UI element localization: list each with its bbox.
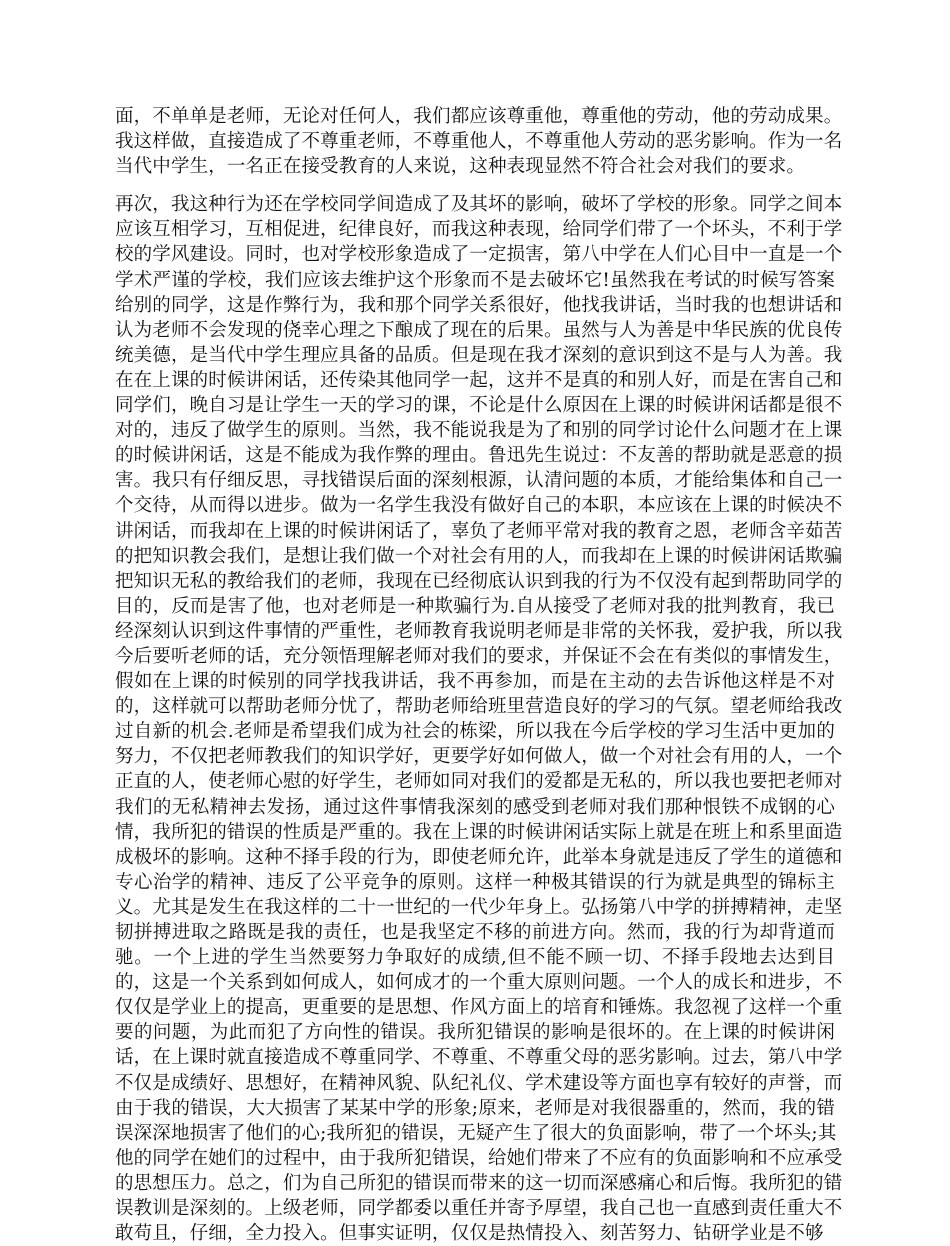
text-line: 个交待，从而得以进步。做为一名学生我没有做好自己的本职，本应该在上课的时候决不	[115, 495, 843, 517]
text-line: 过自新的机会.老师是希望我们成为社会的栋梁，所以我在今后学校的学习生活中更加的	[115, 721, 835, 743]
text-line: 驰。一个上进的学生当然要努力争取好的成绩,但不能不顾一切、不择手段地去达到目	[115, 947, 835, 969]
text-line: 由于我的错误，大大损害了某某中学的形象;原来，老师是对我很器重的，然而，我的错	[115, 1097, 835, 1119]
text-line: 再次，我这种行为还在学校同学间造成了及其坏的影响，破坏了学校的形象。同学之间本	[115, 194, 843, 216]
text-line: 认为老师不会发现的侥幸心理之下酿成了现在的后果。虽然与人为善是中华民族的优良传	[115, 319, 843, 341]
text-line: 在在上课的时候讲闲话，还传染其他同学一起，这并不是真的和别人好，而是在害自己和	[115, 369, 843, 391]
text-line: 害。我只有仔细反思，寻找错误后面的深刻根源，认清问题的本质，才能给集体和自己一	[115, 470, 843, 492]
text-line: 对的，违反了做学生的原则。当然，我不能说我是为了和别的同学讨论什么问题才在上课	[115, 420, 843, 442]
text-line: 我这样做，直接造成了不尊重老师，不尊重他人，不尊重他人劳动的恶劣影响。作为一名	[115, 131, 843, 153]
text-line: 讲闲话，而我却在上课的时候讲闲话了，辜负了老师平常对我的教育之恩，老师含辛茹苦	[115, 520, 843, 542]
text-line: 面，不单单是老师，无论对任何人，我们都应该尊重他，尊重他的劳动，他的劳动成果。	[115, 106, 843, 127]
text-line: 校的学风建设。同时，也对学校形象造成了一定损害，第八中学在人们心目中一直是一个	[115, 244, 843, 266]
text-line: 统美德，是当代中学生理应具备的品质。但是现在我才深刻的意识到这不是与人为善。我	[115, 344, 843, 366]
document-page	[115, 104, 843, 1246]
text-line: 应该互相学习，互相促进，纪律良好，而我这种表现，给同学们带了一个坏头，不利于学	[115, 219, 843, 241]
text-line: 给别的同学，这是作弊行为，我和那个同学关系很好，他找我讲话，当时我的也想讲话和	[115, 294, 843, 316]
text-line: 的思想压力。总之，们为自己所犯的错误而带来的这一切而深感痛心和后悔。我所犯的错	[115, 1172, 843, 1194]
text-line: 当代中学生，一名正在接受教育的人来说，这种表现显然不符合社会对我们的要求。	[115, 156, 806, 178]
text-line: 的，这是一个关系到如何成人，如何成才的一个重大原则问题。一个人的成长和进步，不	[115, 972, 843, 994]
text-line: 误教训是深刻的。上级老师，同学都委以重任并寄予厚望，我自己也一直感到责任重大不	[115, 1198, 843, 1220]
text-line: 的时候讲闲话，这是不能成为我作弊的理由。鲁迅先生说过：不友善的帮助就是恶意的损	[115, 445, 843, 467]
text-line: 韧拼搏进取之路既是我的责任，也是我坚定不移的前进方向。然而，我的行为却背道而	[115, 922, 835, 943]
text-line: 的把知识教会我们，是想让我们做一个对社会有用的人，而我却在上课的时候讲闲话欺骗	[115, 545, 843, 567]
text-line: 目的，反而是害了他，也对老师是一种欺骗行为.自从接受了老师对我的批判教育，我已	[115, 595, 835, 617]
text-line: 正直的人，使老师心慰的好学生，老师如同对我们的爱都是无私的，所以我也要把老师对	[115, 771, 843, 793]
text-line: 努力，不仅把老师教我们的知识学好，更要学好如何做人，做一个对社会有用的人，一个	[115, 746, 843, 768]
text-line: 话，在上课时就直接造成不尊重同学、不尊重、不尊重父母的恶劣影响。过去，第八中学	[115, 1047, 843, 1069]
text-line: 情，我所犯的错误的性质是严重的。我在上课的时候讲闲话实际上就是在班上和系里面造	[115, 821, 843, 843]
text-line: 学术严谨的学校，我们应该去维护这个形象而不是去破坏它!虽然我在考试的时候写答案	[115, 269, 835, 291]
text-line: 成极坏的影响。这种不择手段的行为，即使老师允许，此举本身就是违反了学生的道德和	[115, 846, 843, 868]
text-line: 把知识无私的教给我们的老师，我现在已经彻底认识到我的行为不仅没有起到帮助同学的	[115, 570, 843, 592]
text-line: 我们的无私精神去发扬，通过这件事情我深刻的感受到老师对我们那种恨铁不成钢的心	[115, 796, 835, 818]
text-line: 他的同学在她们的过程中，由于我所犯错误，给她们带来了不应有的负面影响和不应承受	[115, 1147, 843, 1169]
text-line: 今后要听老师的话，充分领悟理解老师对我们的要求，并保证不会在有类似的事情发生，	[115, 645, 843, 667]
text-line: 仅仅是学业上的提高，更重要的是思想、作风方面上的培育和锤炼。我忽视了这样一个重	[115, 997, 843, 1019]
paragraph-1	[115, 104, 843, 179]
text-line: 专心治学的精神、违反了公平竞争的原则。这样一种极其错误的行为就是典型的锦标主	[115, 871, 835, 893]
text-line: 假如在上课的时候别的同学找我讲话，我不再参加，而是在主动的去告诉他这样是不对	[115, 671, 835, 693]
text-line: 同学们，晚自习是让学生一天的学习的课，不论是什么原因在上课的时候讲闲话都是很不	[115, 395, 843, 417]
text-line: 经深刻认识到这件事情的严重性，老师教育我说明老师是非常的关怀我，爱护我，所以我	[115, 620, 843, 642]
text-line: 误深深地损害了他们的心;我所犯的错误，无疑产生了很大的负面影响，带了一个坏头;其	[115, 1122, 837, 1144]
text-line: 义。尤其是发生在我这样的二十一世纪的一代少年身上。弘扬第八中学的拼搏精神，走坚	[115, 896, 843, 918]
text-line: 的，这样就可以帮助老师分忧了，帮助老师给班里营造良好的学习的气氛。望老师给我改	[115, 696, 843, 718]
text-line: 不仅是成绩好、思想好，在精神风貌、队纪礼仪、学术建设等方面也享有较好的声誉，而	[115, 1072, 843, 1094]
text-line: 敢苟且，仔细，全力投入。但事实证明，仅仅是热情投入、刻苦努力、钻研学业是不够	[115, 1223, 824, 1245]
text-line: 要的问题，为此而犯了方向性的错误。我所犯错误的影响是很坏的。在上课的时候讲闲	[115, 1022, 835, 1044]
paragraph-2	[115, 192, 843, 1246]
